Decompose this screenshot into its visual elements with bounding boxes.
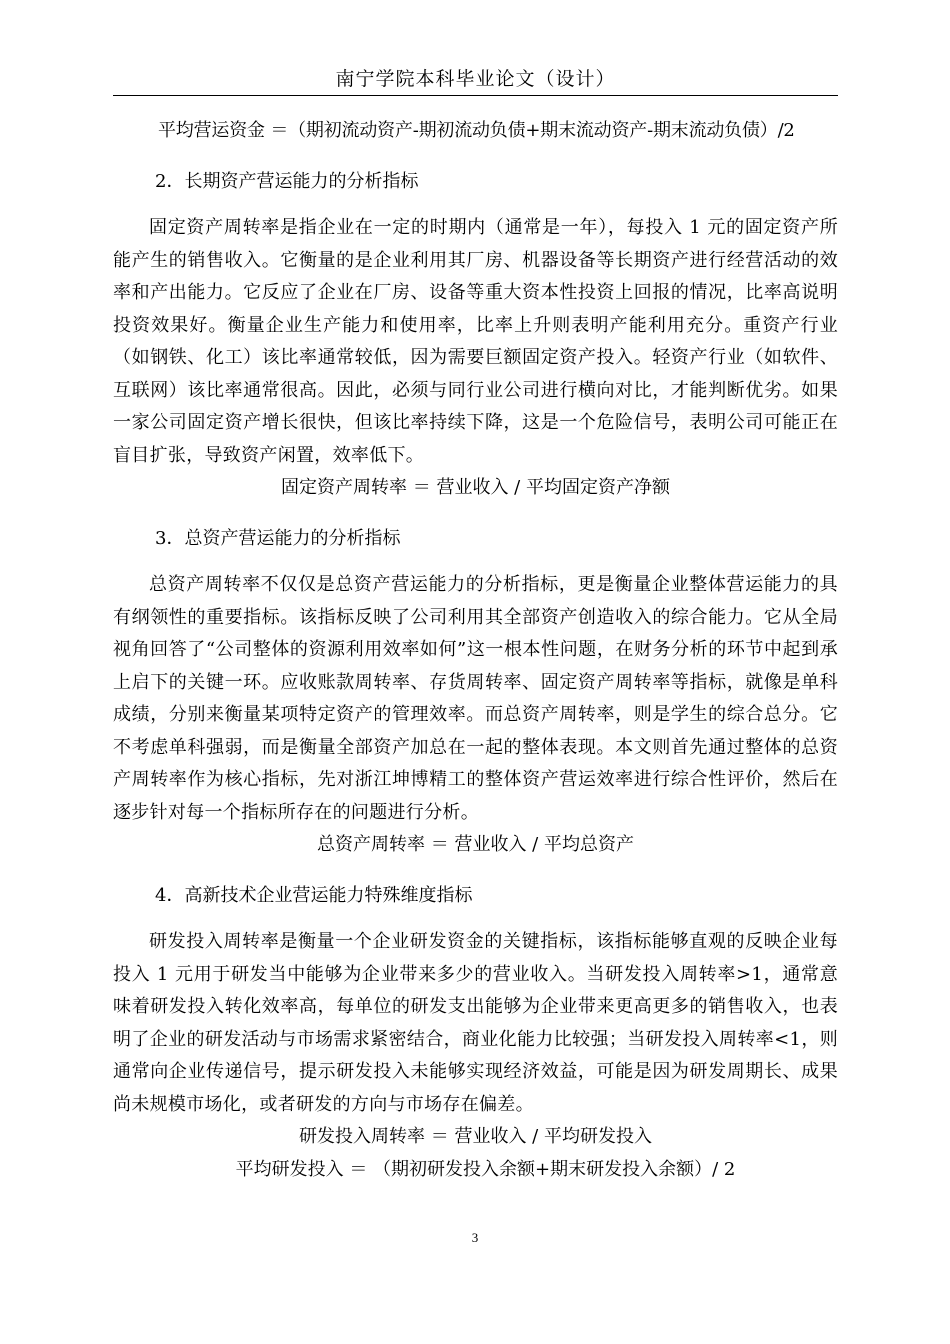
section-heading-total-assets: 3．总资产营运能力的分析指标 (155, 527, 401, 549)
page-header-title: 南宁学院本科毕业论文（设计） (335, 68, 616, 90)
formula-rd-turnover: 研发投入周转率 ＝ 营业收入 / 平均研发投入 (299, 1126, 652, 1147)
section-heading-high-tech: 4．高新技术企业营运能力特殊维度指标 (155, 884, 473, 906)
formula-average-rd-investment: 平均研发投入 ＝ （期初研发投入余额+期末研发投入余额）/ 2 (235, 1158, 736, 1180)
header-divider (113, 95, 838, 96)
formula-fixed-asset-turnover: 固定资产周转率 ＝ 营业收入 / 平均固定资产净额 (281, 477, 670, 498)
paragraph-fixed-asset-turnover: 固定资产周转率是指企业在一定的时期内（通常是一年），每投入 1 元的固定资产所能产生的销售收入。它衡量的是企业利用其厂房、机器设备等长期资产进行经营活动的效率和产出能力。它反应了企业在厂房、设备等重大资本性投资上回报的情况，比率高说明投资效果好。衡量企业生产能力和使用率，比率上升则表明产能利用充分。重资产行业（如钢铁、化工）该比率通常较低，因为需要巨额固定资产投入。轻资产行业（如软件、互联网）该比率通常很高。因此，必须与同行业公司进行横向对比，才能判断优劣。如果一家公司固定资产增长很快，但该比率持续下降，这是一个危险信号，表明公司可能正在盲目扩张，导致资产闲置，效率低下。 (113, 217, 838, 466)
section-heading-long-term-assets: 2．长期资产营运能力的分析指标 (155, 170, 419, 192)
formula-total-asset-turnover: 总资产周转率 ＝ 营业收入 / 平均总资产 (317, 834, 634, 855)
paragraph-total-asset-turnover: 总资产周转率不仅仅是总资产营运能力的分析指标，更是衡量企业整体营运能力的具有纲领性的重要指标。该指标反映了公司利用其全部资产创造收入的综合能力。它从全局视角回答了“公司整体的资源利用效率如何”这一根本性问题，在财务分析的环节中起到承上启下的关键一环。应收账款周转率、存货周转率、固定资产周转率等指标，就像是单科成绩，分别来衡量某项特定资产的管理效率。而总资产周转率，则是学生的综合总分。它不考虑单科强弱，而是衡量全部资产加总在一起的整体表现。本文则首先通过整体的总资产周转率作为核心指标，先对浙江坤博精工的整体资产营运效率进行综合性评价，然后在逐步针对每一个指标所存在的问题进行分析。 (113, 574, 838, 823)
formula-average-working-capital: 平均营运资金 ＝（期初流动资产-期初流动负债+期末流动资产-期末流动负债）/2 (158, 120, 795, 141)
page-number: 3 (471, 1230, 479, 1245)
page-content (113, 115, 838, 1186)
paragraph-rd-turnover: 研发投入周转率是衡量一个企业研发资金的关键指标，该指标能够直观的反映企业每投入 1 元用于研发当中能够为企业带来多少的营业收入。当研发投入周转率>1，通常意味着研发投入转化效率高，每单位的研发支出能够为企业带来更高更多的销售收入，也表明了企业的研发活动与市场需求紧密结合，商业化能力比较强；当研发投入周转率<1，则通常向企业传递信号，提示研发投入未能够实现经济效益，可能是因为研发周期长、成果尚未规模市场化，或者研发的方向与市场存在偏差。 (113, 931, 838, 1115)
